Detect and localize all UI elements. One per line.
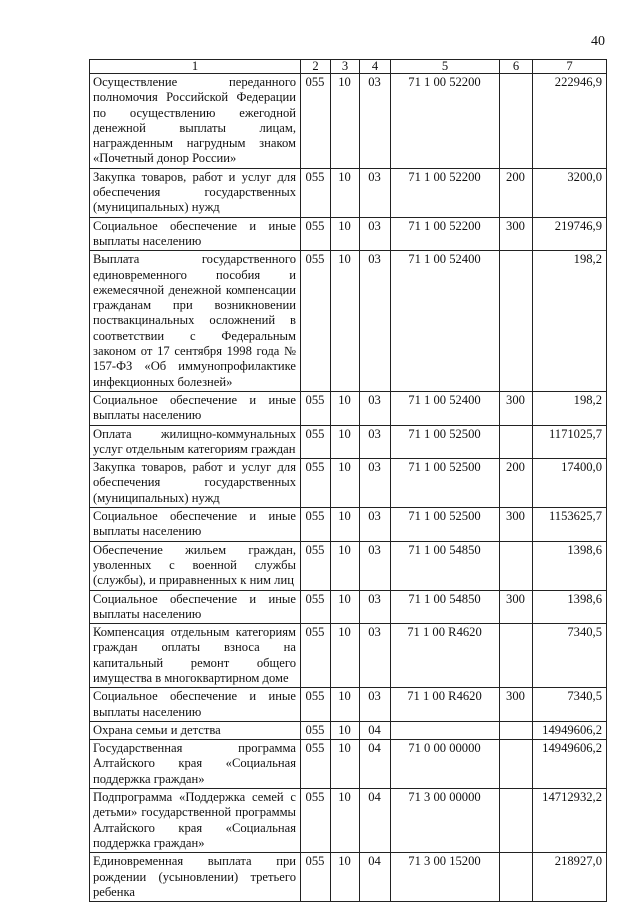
- section-code-cell: 10: [331, 508, 360, 542]
- row-name-cell: Подпрограмма «Поддержка семей с детьми» государственной программы Алтайского края «Социальная поддержка граждан»: [90, 789, 301, 853]
- table-row: [90, 688, 607, 722]
- section-code-cell: 10: [331, 721, 360, 739]
- row-name-cell: Государственная программа Алтайского края «Социальная поддержка граждан»: [90, 740, 301, 789]
- section-code-cell: 10: [331, 168, 360, 217]
- row-name-cell: Социальное обеспечение и иные выплаты населению: [90, 688, 301, 722]
- subsection-code-cell: 04: [360, 853, 391, 902]
- row-name-cell: Закупка товаров, работ и услуг для обеспечения государственных (муниципальных) нужд: [90, 168, 301, 217]
- subsection-code-cell: 03: [360, 217, 391, 251]
- column-header: 1: [90, 60, 301, 74]
- expense-type-cell: [500, 721, 533, 739]
- subsection-code-cell: 04: [360, 740, 391, 789]
- subsection-code-cell: 03: [360, 508, 391, 542]
- expense-type-cell: 200: [500, 459, 533, 508]
- target-article-cell: 71 0 00 00000: [391, 740, 500, 789]
- subsection-code-cell: 03: [360, 459, 391, 508]
- admin-code-cell: 055: [301, 391, 331, 425]
- amount-cell: 3200,0: [533, 168, 607, 217]
- subsection-code-cell: 03: [360, 168, 391, 217]
- amount-cell: 14949606,2: [533, 740, 607, 789]
- section-code-cell: 10: [331, 789, 360, 853]
- target-article-cell: 71 1 00 R4620: [391, 688, 500, 722]
- target-article-cell: 71 1 00 52400: [391, 391, 500, 425]
- subsection-code-cell: 03: [360, 541, 391, 590]
- target-article-cell: 71 1 00 52200: [391, 74, 500, 169]
- row-name-cell: Социальное обеспечение и иные выплаты населению: [90, 508, 301, 542]
- section-code-cell: 10: [331, 74, 360, 169]
- expense-type-cell: [500, 853, 533, 902]
- target-article-cell: 71 1 00 54850: [391, 541, 500, 590]
- row-name-cell: Единовременная выплата при рождении (усыновлении) третьего ребенка: [90, 853, 301, 902]
- amount-cell: 198,2: [533, 251, 607, 392]
- section-code-cell: 10: [331, 459, 360, 508]
- target-article-cell: 71 3 00 15200: [391, 853, 500, 902]
- row-name-cell: Закупка товаров, работ и услуг для обеспечения государственных (муниципальных) нужд: [90, 459, 301, 508]
- column-header: 2: [301, 60, 331, 74]
- amount-cell: 7340,5: [533, 688, 607, 722]
- subsection-code-cell: 03: [360, 590, 391, 624]
- column-header: 6: [500, 60, 533, 74]
- row-name-cell: Выплата государственного единовременного пособия и ежемесячной денежной компенсации гражданам при возникновении поствакцинальных осложнений в соответствии с Федеральным законом от 17 сентября 1998 года № 157-ФЗ «Об иммунопрофилактике инфекционных болезней»: [90, 251, 301, 392]
- amount-cell: 1171025,7: [533, 425, 607, 459]
- column-header: 4: [360, 60, 391, 74]
- subsection-code-cell: 03: [360, 624, 391, 688]
- row-name-cell: Социальное обеспечение и иные выплаты населению: [90, 391, 301, 425]
- admin-code-cell: 055: [301, 688, 331, 722]
- section-code-cell: 10: [331, 425, 360, 459]
- row-name-cell: Компенсация отдельным категориям граждан оплаты взноса на капитальный ремонт общего имущества в многоквартирном доме: [90, 624, 301, 688]
- target-article-cell: 71 1 00 52400: [391, 251, 500, 392]
- target-article-cell: 71 1 00 52200: [391, 168, 500, 217]
- admin-code-cell: 055: [301, 425, 331, 459]
- target-article-cell: 71 1 00 52500: [391, 459, 500, 508]
- section-code-cell: 10: [331, 391, 360, 425]
- amount-cell: 7340,5: [533, 624, 607, 688]
- table-row: [90, 251, 607, 392]
- expense-type-cell: [500, 251, 533, 392]
- admin-code-cell: 055: [301, 853, 331, 902]
- expense-type-cell: [500, 789, 533, 853]
- admin-code-cell: 055: [301, 624, 331, 688]
- admin-code-cell: 055: [301, 541, 331, 590]
- table-row: [90, 789, 607, 853]
- row-name-cell: Социальное обеспечение и иные выплаты населению: [90, 590, 301, 624]
- target-article-cell: 71 1 00 52500: [391, 508, 500, 542]
- row-name-cell: Осуществление переданного полномочия Российской Федерации по осуществлению ежегодной денежной выплаты лицам, награжденным нагрудным знаком «Почетный донор России»: [90, 74, 301, 169]
- subsection-code-cell: 03: [360, 391, 391, 425]
- table-row: [90, 624, 607, 688]
- expense-type-cell: [500, 740, 533, 789]
- table-row: [90, 721, 607, 739]
- amount-cell: 17400,0: [533, 459, 607, 508]
- target-article-cell: [391, 721, 500, 739]
- expense-type-cell: 200: [500, 168, 533, 217]
- admin-code-cell: 055: [301, 217, 331, 251]
- admin-code-cell: 055: [301, 508, 331, 542]
- table-row: [90, 425, 607, 459]
- expense-type-cell: 300: [500, 217, 533, 251]
- target-article-cell: 71 3 00 00000: [391, 789, 500, 853]
- table-header-row: [90, 60, 607, 74]
- section-code-cell: 10: [331, 853, 360, 902]
- amount-cell: 218927,0: [533, 853, 607, 902]
- expense-type-cell: [500, 624, 533, 688]
- table-row: [90, 217, 607, 251]
- table-row: [90, 508, 607, 542]
- target-article-cell: 71 1 00 54850: [391, 590, 500, 624]
- target-article-cell: 71 1 00 52200: [391, 217, 500, 251]
- subsection-code-cell: 03: [360, 425, 391, 459]
- row-name-cell: Обеспечение жильем граждан, уволенных с военной службы (службы), и приравненных к ним лиц: [90, 541, 301, 590]
- expense-type-cell: [500, 74, 533, 169]
- row-name-cell: Охрана семьи и детства: [90, 721, 301, 739]
- row-name-cell: Оплата жилищно-коммунальных услуг отдельным категориям граждан: [90, 425, 301, 459]
- admin-code-cell: 055: [301, 459, 331, 508]
- admin-code-cell: 055: [301, 168, 331, 217]
- table-row: [90, 853, 607, 902]
- subsection-code-cell: 03: [360, 688, 391, 722]
- expense-type-cell: 300: [500, 590, 533, 624]
- table-row: [90, 541, 607, 590]
- subsection-code-cell: 03: [360, 74, 391, 169]
- table-row: [90, 74, 607, 169]
- section-code-cell: 10: [331, 740, 360, 789]
- section-code-cell: 10: [331, 541, 360, 590]
- table-row: [90, 391, 607, 425]
- amount-cell: 219746,9: [533, 217, 607, 251]
- amount-cell: 1398,6: [533, 541, 607, 590]
- table-row: [90, 590, 607, 624]
- budget-table: [89, 59, 607, 902]
- amount-cell: 14712932,2: [533, 789, 607, 853]
- expense-type-cell: 300: [500, 688, 533, 722]
- admin-code-cell: 055: [301, 74, 331, 169]
- subsection-code-cell: 03: [360, 251, 391, 392]
- target-article-cell: 71 1 00 52500: [391, 425, 500, 459]
- section-code-cell: 10: [331, 590, 360, 624]
- table-body: [90, 60, 607, 902]
- expense-type-cell: [500, 541, 533, 590]
- subsection-code-cell: 04: [360, 721, 391, 739]
- amount-cell: 1398,6: [533, 590, 607, 624]
- section-code-cell: 10: [331, 688, 360, 722]
- page-number: 40: [591, 34, 605, 49]
- admin-code-cell: 055: [301, 740, 331, 789]
- column-header: 5: [391, 60, 500, 74]
- section-code-cell: 10: [331, 624, 360, 688]
- row-name-cell: Социальное обеспечение и иные выплаты населению: [90, 217, 301, 251]
- table-row: [90, 459, 607, 508]
- expense-type-cell: [500, 425, 533, 459]
- table-row: [90, 168, 607, 217]
- amount-cell: 14949606,2: [533, 721, 607, 739]
- admin-code-cell: 055: [301, 590, 331, 624]
- table-row: [90, 740, 607, 789]
- amount-cell: 198,2: [533, 391, 607, 425]
- target-article-cell: 71 1 00 R4620: [391, 624, 500, 688]
- expense-type-cell: 300: [500, 391, 533, 425]
- subsection-code-cell: 04: [360, 789, 391, 853]
- admin-code-cell: 055: [301, 721, 331, 739]
- admin-code-cell: 055: [301, 251, 331, 392]
- column-header: 7: [533, 60, 607, 74]
- amount-cell: 1153625,7: [533, 508, 607, 542]
- expense-type-cell: 300: [500, 508, 533, 542]
- section-code-cell: 10: [331, 251, 360, 392]
- admin-code-cell: 055: [301, 789, 331, 853]
- section-code-cell: 10: [331, 217, 360, 251]
- amount-cell: 222946,9: [533, 74, 607, 169]
- column-header: 3: [331, 60, 360, 74]
